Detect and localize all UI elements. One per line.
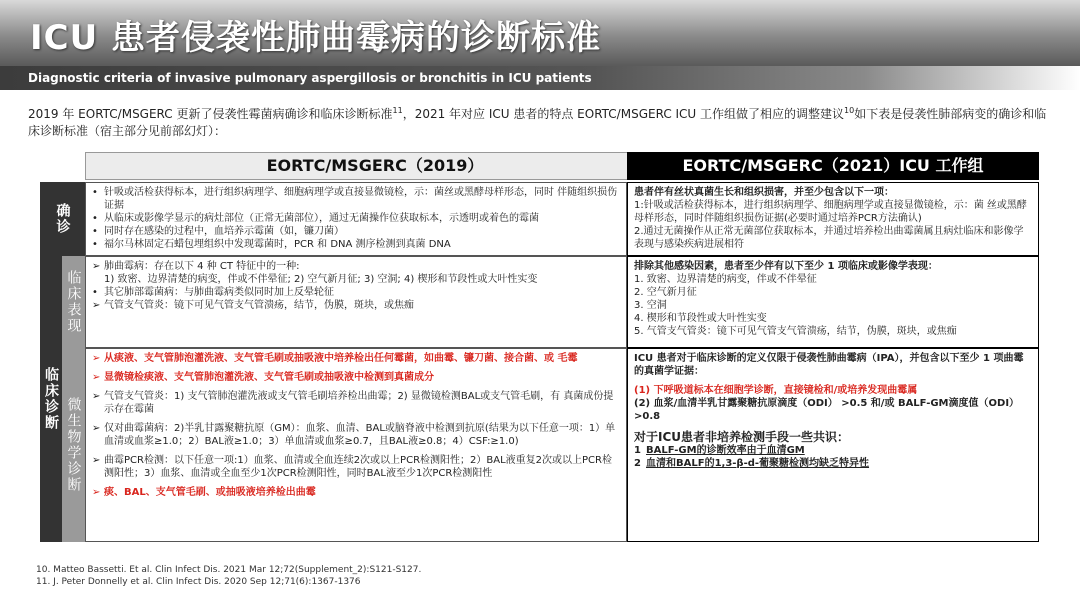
list-item: ➢ 曲霉PCR检测：以下任意一项:1）血浆、血清或全血连续2次或以上PCR检测阳性；2）BAL液重复2次或以上PCR检测阳性；3）血浆、血清或全血至少1次PCR检测阳性，同时BAL液至少1次PCR检测阳性 (92, 455, 612, 479)
list-item: • 针吸或活检获得标本，进行组织病理学、细胞病理学或直接显微镜检，示：菌丝或黑酵母样形态，同时 伴随组织损伤证据 (92, 187, 618, 211)
intro-paragraph: 2019 年 EORTC/MSGERC 更新了侵袭性霉菌病确诊和临床诊断标准$^{11}$，2021 年对应 ICU 患者的特点 EORTC/MSGERC ICU 工作组做了相应的调整建议$^{10}$如下表是侵袭性肺部病变的确诊和临床诊断标准（宿主部分见前部幻灯）： (28, 106, 1047, 138)
reference-item: 11. J. Peter Donnelly et al. Clin Infect Dis. 2020 Sep 12;71(6):1367-1376 (36, 577, 361, 587)
list-item: • 其它肺部霉菌病：与肺曲霉病类似同时加上反晕轮征 (92, 287, 334, 298)
section-label-confirmed: 确诊 (40, 182, 85, 256)
sublabel-clinical-presentation: 临床表现 (62, 256, 85, 348)
list-item: ➢ 肺曲霉病：存在以下 4 种 CT 特征中的一种: (92, 261, 300, 272)
list-item: ➢ 从痰液、支气管肺泡灌洗液、支气管毛刷或抽吸液中培养检出任何霉菌，如曲霉、镰刀菌、接合菌、或 毛霉 (92, 353, 578, 364)
list-item: ➢ 显微镜检痰液、支气管肺泡灌洗液、支气管毛刷或抽吸液中检测到真菌成分 (92, 372, 434, 383)
subtitle-banner (0, 66, 1080, 90)
cell-micro-2021: ICU 患者对于临床诊断的定义仅限于侵袭性肺曲霉病（IPA），并包含以下至少 1 项曲霉的真菌学证据： (1) 下呼吸道标本在细胞学诊断，直接镜检和/或培养发现曲霉属 (2) 血浆/血清半乳甘露聚糖抗原滴度（ODI） >0.5 和/或 BALF-GM滴度值（ODI） >0.8 对于ICU患者非培养检测手段一些共识： 1 BALF-GM的诊断效率由于血清GM 2 血清和BALF的1,3-β-d-葡聚糖检测均缺乏特异性 (627, 348, 1039, 542)
cell-confirm-2019 (85, 182, 627, 256)
sublabel-microbiology: 微生物学诊断 (62, 348, 85, 542)
column-header-2019: EORTC/MSGERC（2019） (85, 152, 665, 180)
list-item: ➢ 痰、BAL、支气管毛刷、或抽吸液培养检出曲霉 (92, 487, 316, 498)
list-item: • 同时存在感染的过程中，血培养示霉菌（如，镰刀菌） (92, 226, 344, 237)
list-item: • 福尔马林固定石蜡包埋组织中发现霉菌时，PCR 和 DNA 测序检测到真菌 DNA (92, 239, 451, 250)
cell-clinical-2021: 排除其他感染因素，患者至少伴有以下至少 1 项临床或影像学表现： 1. 致密、边界清楚的病变，伴或不伴晕征 2. 空气新月征 3. 空洞 4. 楔形和节段性或大叶性实变 5. 气管支气管炎：镜下可见气管支气管溃疡，结节，伪膜，斑块，或焦痂 (627, 256, 1039, 348)
list-item: ➢ 仅对曲霉菌病：2)半乳甘露聚糖抗原（GM）：血浆、血清、BAL或脑脊液中检测到抗原(结果为以下任意一项：1）单血清或血浆≥1.0；2）BAL液≥1.0；3）单血清或血浆≥0.7，且BAL液≥0.8；4）CSF:≥1.0) (92, 423, 616, 447)
criteria-table (40, 152, 1040, 542)
section-label-clinical: 临床诊断 (40, 256, 62, 542)
list-item: ➢ 气管支气管炎：1) 支气管肺泡灌洗液或支气管毛刷培养检出曲霉；2) 显微镜检测BAL或支气管毛刷，有 真菌成份提示存在霉菌 (92, 391, 614, 415)
list-item: 1 BALF-GM的诊断效率由于血清GM (634, 445, 805, 456)
cell-micro-2019 (85, 348, 627, 542)
references (36, 564, 421, 588)
page-subtitle: Diagnostic criteria of invasive pulmonary aspergillosis or bronchitis in ICU patients (28, 71, 592, 85)
cell-confirm-2021: 患者伴有丝状真菌生长和组织损害，并至少包含以下一项： 1:针吸或活检获得标本，进行组织病理学、细胞病理学或直接显微镜检，示：菌 丝或黑酵母样形态，同时伴随组织损伤证据(必要时通过培养PCR方法确认) 2.通过无菌操作从正常无菌部位获取标本，并通过培养检出曲霉菌属且病灶临床和影像学表现与感染疾病进展相符 (627, 182, 1039, 256)
cell-clinical-2019: ➢ 肺曲霉病：存在以下 4 种 CT 特征中的一种: 1) 致密、边界清楚的病变，伴或不伴晕征; 2) 空气新月征; 3) 空洞; 4) 楔形和节段性或大叶性实变 • 其它肺部霉菌病：与肺曲霉病类似同时加上反晕轮征 ➢ 气管支气管炎：镜下可见气管支气管溃疡，结节，伪膜，斑块，或焦痂 (85, 256, 627, 348)
list-item: • 从临床或影像学显示的病灶部位（正常无菌部位），通过无菌操作位获取标本，示透明或着色的霉菌 (92, 213, 539, 224)
title-banner (0, 0, 1080, 66)
list-item: ➢ 气管支气管炎：镜下可见气管支气管溃疡，结节，伪膜，斑块，或焦痂 (92, 300, 414, 311)
reference-item: 10. Matteo Bassetti. Et al. Clin Infect Dis. 2021 Mar 12;72(Supplement_2):S121-S127. (36, 565, 422, 575)
page-title: ICU 患者侵袭性肺曲霉病的诊断标准 (30, 18, 602, 58)
column-header-2021: EORTC/MSGERC（2021）ICU 工作组 (627, 152, 1039, 180)
list-item: 2 血清和BALF的1,3-β-d-葡聚糖检测均缺乏特异性 (634, 458, 870, 469)
